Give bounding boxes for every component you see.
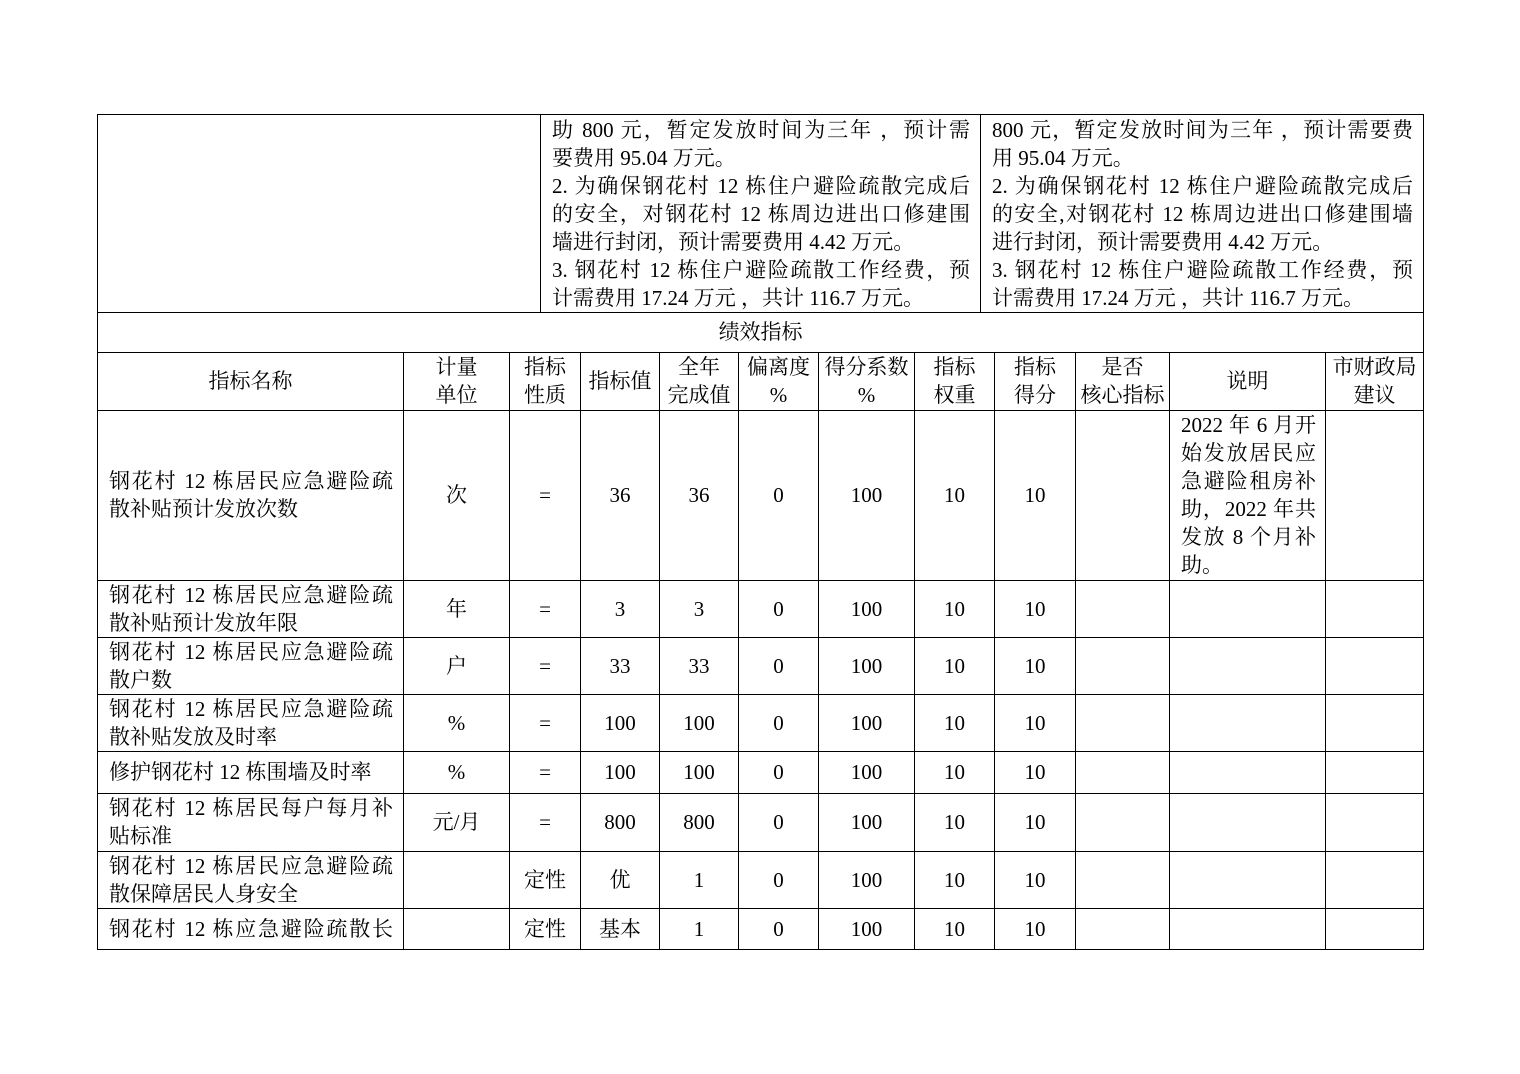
unit-cell: 户 xyxy=(404,637,510,694)
header-line: 得分 xyxy=(1014,383,1056,407)
header-line: 得分系数 xyxy=(824,355,909,379)
weight-cell: 10 xyxy=(915,751,995,793)
indicator-row xyxy=(98,851,1424,908)
note-line: 发放 8 个月补 xyxy=(1181,525,1316,549)
score-cell: 10 xyxy=(995,637,1076,694)
budget-detail-cell-right xyxy=(981,115,1424,313)
note-cell xyxy=(1170,851,1326,908)
target-value-cell: 100 xyxy=(581,751,660,793)
indicator-name-line: 钢花村 12 栋居民应急避险疏 xyxy=(109,469,393,493)
indicator-name-line: 散补贴预计发放次数 xyxy=(109,497,298,521)
core-indicator-cell xyxy=(1076,908,1170,949)
score-cell: 10 xyxy=(995,793,1076,851)
paragraph-line: 的安全,对钢花村 12 栋周边进出口修建围墙 xyxy=(992,201,1413,226)
indicator-row xyxy=(98,637,1424,694)
indicator-name-cell xyxy=(98,637,404,694)
nature-cell: = xyxy=(510,694,581,751)
header-line: % xyxy=(769,383,788,407)
unit-cell: 次 xyxy=(404,410,510,580)
note-line: 助，2022 年共 xyxy=(1181,497,1316,521)
deviation-cell: 0 xyxy=(739,751,819,793)
header-line: 完成值 xyxy=(667,383,731,407)
score-coefficient-cell: 100 xyxy=(819,851,915,908)
note-line: 始发放居民应 xyxy=(1181,441,1316,465)
indicator-row xyxy=(98,908,1424,949)
deviation-cell: 0 xyxy=(739,908,819,949)
score-coefficient-cell: 100 xyxy=(819,751,915,793)
score-cell: 10 xyxy=(995,908,1076,949)
indicator-name-line: 散补贴发放及时率 xyxy=(109,724,277,749)
budget-detail-table xyxy=(97,114,1424,313)
indicator-name-cell xyxy=(98,410,404,580)
target-value-cell: 33 xyxy=(581,637,660,694)
indicator-name-line: 散补贴预计发放年限 xyxy=(109,610,298,635)
score-coefficient-cell: 100 xyxy=(819,580,915,637)
section-title: 绩效指标 xyxy=(98,312,1424,352)
header-suggestion xyxy=(1326,352,1424,410)
deviation-cell: 0 xyxy=(739,410,819,580)
indicator-name-cell xyxy=(98,908,404,949)
header-line: 市财政局 xyxy=(1332,355,1417,379)
unit-cell: 年 xyxy=(404,580,510,637)
deviation-cell: 0 xyxy=(739,637,819,694)
indicator-name-cell xyxy=(98,793,404,851)
header-line: 核心指标 xyxy=(1080,383,1165,407)
header-note xyxy=(1170,352,1326,410)
nature-cell: = xyxy=(510,580,581,637)
note-cell xyxy=(1170,908,1326,949)
indicator-name-line: 钢花村 12 栋应急避险疏散长 xyxy=(109,916,393,941)
indicator-name-line: 钢花村 12 栋居民每户每月补 xyxy=(109,796,393,820)
paragraph-line: 计需费用 17.24 万元 ，共计 116.7 万元。 xyxy=(992,285,1364,310)
header-score-coefficient xyxy=(819,352,915,410)
weight-cell: 10 xyxy=(915,580,995,637)
header-line: % xyxy=(857,383,876,407)
header-line: 说明 xyxy=(1226,369,1269,393)
target-value-cell: 100 xyxy=(581,694,660,751)
note-cell xyxy=(1170,637,1326,694)
header-line: 指标值 xyxy=(588,369,652,393)
paragraph-line: 用 95.04 万元。 xyxy=(992,145,1134,170)
header-row xyxy=(98,352,1424,410)
score-cell: 10 xyxy=(995,851,1076,908)
indicator-name-line: 钢花村 12 栋居民应急避险疏 xyxy=(109,696,393,721)
paragraph-line: 的安全，对钢花村 12 栋周边进出口修建围 xyxy=(552,201,970,226)
suggestion-cell xyxy=(1326,410,1424,580)
suggestion-cell xyxy=(1326,751,1424,793)
unit-cell: % xyxy=(404,751,510,793)
header-line: 指标 xyxy=(524,355,566,379)
core-indicator-cell xyxy=(1076,694,1170,751)
header-deviation xyxy=(739,352,819,410)
score-coefficient-cell: 100 xyxy=(819,637,915,694)
actual-value-cell: 100 xyxy=(660,751,739,793)
weight-cell: 10 xyxy=(915,851,995,908)
header-core-indicator xyxy=(1076,352,1170,410)
indicator-row xyxy=(98,410,1424,580)
actual-value-cell: 100 xyxy=(660,694,739,751)
indicator-name-cell xyxy=(98,751,404,793)
unit-cell: 元/月 xyxy=(404,793,510,851)
indicator-name-line: 修护钢花村 12 栋围墙及时率 xyxy=(109,760,372,784)
header-indicator-name xyxy=(98,352,404,410)
indicator-name-line: 钢花村 12 栋居民应急避险疏 xyxy=(109,639,393,664)
score-coefficient-cell: 100 xyxy=(819,793,915,851)
nature-cell: 定性 xyxy=(510,851,581,908)
header-line: 计量 xyxy=(435,355,478,379)
actual-value-cell: 3 xyxy=(660,580,739,637)
indicator-name-line: 散户数 xyxy=(109,667,172,692)
header-nature xyxy=(510,352,581,410)
blank-cell xyxy=(98,115,541,313)
deviation-cell: 0 xyxy=(739,694,819,751)
note-cell xyxy=(1170,410,1326,580)
header-line: 偏离度 xyxy=(747,355,810,379)
header-line: 建议 xyxy=(1353,383,1396,407)
unit-cell xyxy=(404,851,510,908)
score-cell: 10 xyxy=(995,694,1076,751)
unit-cell xyxy=(404,908,510,949)
suggestion-cell xyxy=(1326,851,1424,908)
score-coefficient-cell: 100 xyxy=(819,410,915,580)
header-line: 指标名称 xyxy=(208,369,293,393)
header-line: 全年 xyxy=(678,355,720,379)
paragraph-line: 墙进行封闭，预计需要费用 4.42 万元。 xyxy=(552,229,915,254)
header-score xyxy=(995,352,1076,410)
nature-cell: = xyxy=(510,410,581,580)
paragraph-line: 3. 钢花村 12 栋住户避险疏散工作经费，预 xyxy=(992,257,1413,282)
note-cell xyxy=(1170,751,1326,793)
note-line: 急避险租房补 xyxy=(1181,469,1316,493)
nature-cell: = xyxy=(510,637,581,694)
target-value-cell: 3 xyxy=(581,580,660,637)
core-indicator-cell xyxy=(1076,851,1170,908)
indicator-name-line: 钢花村 12 栋居民应急避险疏 xyxy=(109,853,393,878)
note-cell xyxy=(1170,793,1326,851)
header-line: 单位 xyxy=(435,383,478,407)
note-cell xyxy=(1170,580,1326,637)
suggestion-cell xyxy=(1326,694,1424,751)
section-title-row xyxy=(98,312,1424,352)
suggestion-cell xyxy=(1326,793,1424,851)
score-cell: 10 xyxy=(995,751,1076,793)
suggestion-cell xyxy=(1326,580,1424,637)
actual-value-cell: 1 xyxy=(660,851,739,908)
suggestion-cell xyxy=(1326,637,1424,694)
core-indicator-cell xyxy=(1076,580,1170,637)
weight-cell: 10 xyxy=(915,908,995,949)
budget-detail-cell-middle xyxy=(541,115,981,313)
weight-cell: 10 xyxy=(915,637,995,694)
core-indicator-cell xyxy=(1076,637,1170,694)
nature-cell: = xyxy=(510,751,581,793)
indicator-name-cell xyxy=(98,851,404,908)
target-value-cell: 800 xyxy=(581,793,660,851)
indicator-name-cell xyxy=(98,694,404,751)
header-line: 指标 xyxy=(933,355,976,379)
weight-cell: 10 xyxy=(915,793,995,851)
paragraph-line: 要费用 95.04 万元。 xyxy=(552,145,736,170)
paragraph-line: 助 800 元，暂定发放时间为三年 ，预计需 xyxy=(552,117,970,142)
note-cell xyxy=(1170,694,1326,751)
actual-value-cell: 1 xyxy=(660,908,739,949)
header-actual-value xyxy=(660,352,739,410)
paragraph-line: 计需费用 17.24 万元 ，共计 116.7 万元。 xyxy=(552,285,924,310)
suggestion-cell xyxy=(1326,908,1424,949)
indicator-name-cell xyxy=(98,580,404,637)
core-indicator-cell xyxy=(1076,793,1170,851)
nature-cell: 定性 xyxy=(510,908,581,949)
actual-value-cell: 33 xyxy=(660,637,739,694)
paragraph-line: 进行封闭，预计需要费用 4.42 万元。 xyxy=(992,229,1334,254)
nature-cell: = xyxy=(510,793,581,851)
header-line: 权重 xyxy=(933,383,976,407)
score-cell: 10 xyxy=(995,410,1076,580)
note-line: 助。 xyxy=(1181,553,1223,577)
score-coefficient-cell: 100 xyxy=(819,908,915,949)
header-line: 是否 xyxy=(1101,355,1144,379)
budget-detail-row xyxy=(98,115,1424,313)
indicator-row xyxy=(98,751,1424,793)
target-value-cell: 基本 xyxy=(581,908,660,949)
unit-cell: % xyxy=(404,694,510,751)
weight-cell: 10 xyxy=(915,410,995,580)
core-indicator-cell xyxy=(1076,410,1170,580)
paragraph-line: 2. 为确保钢花村 12 栋住户避险疏散完成后 xyxy=(992,173,1413,198)
paragraph-line: 3. 钢花村 12 栋住户避险疏散工作经费，预 xyxy=(552,257,970,282)
indicator-row xyxy=(98,694,1424,751)
performance-indicator-table xyxy=(97,312,1424,950)
header-unit xyxy=(404,352,510,410)
deviation-cell: 0 xyxy=(739,580,819,637)
paragraph-line: 2. 为确保钢花村 12 栋住户避险疏散完成后 xyxy=(552,173,970,198)
indicator-name-line: 散保障居民人身安全 xyxy=(109,881,298,906)
score-coefficient-cell: 100 xyxy=(819,694,915,751)
indicator-row xyxy=(98,793,1424,851)
actual-value-cell: 800 xyxy=(660,793,739,851)
header-line: 指标 xyxy=(1014,355,1056,379)
weight-cell: 10 xyxy=(915,694,995,751)
actual-value-cell: 36 xyxy=(660,410,739,580)
indicator-name-line: 贴标准 xyxy=(109,824,172,848)
deviation-cell: 0 xyxy=(739,793,819,851)
header-weight xyxy=(915,352,995,410)
target-value-cell: 优 xyxy=(581,851,660,908)
header-line: 性质 xyxy=(524,383,566,407)
core-indicator-cell xyxy=(1076,751,1170,793)
header-target-value xyxy=(581,352,660,410)
indicator-row xyxy=(98,580,1424,637)
note-line: 2022 年 6 月开 xyxy=(1181,413,1316,437)
score-cell: 10 xyxy=(995,580,1076,637)
paragraph-line: 800 元，暂定发放时间为三年 ，预计需要费 xyxy=(992,117,1413,142)
deviation-cell: 0 xyxy=(739,851,819,908)
target-value-cell: 36 xyxy=(581,410,660,580)
indicator-name-line: 钢花村 12 栋居民应急避险疏 xyxy=(109,582,393,607)
